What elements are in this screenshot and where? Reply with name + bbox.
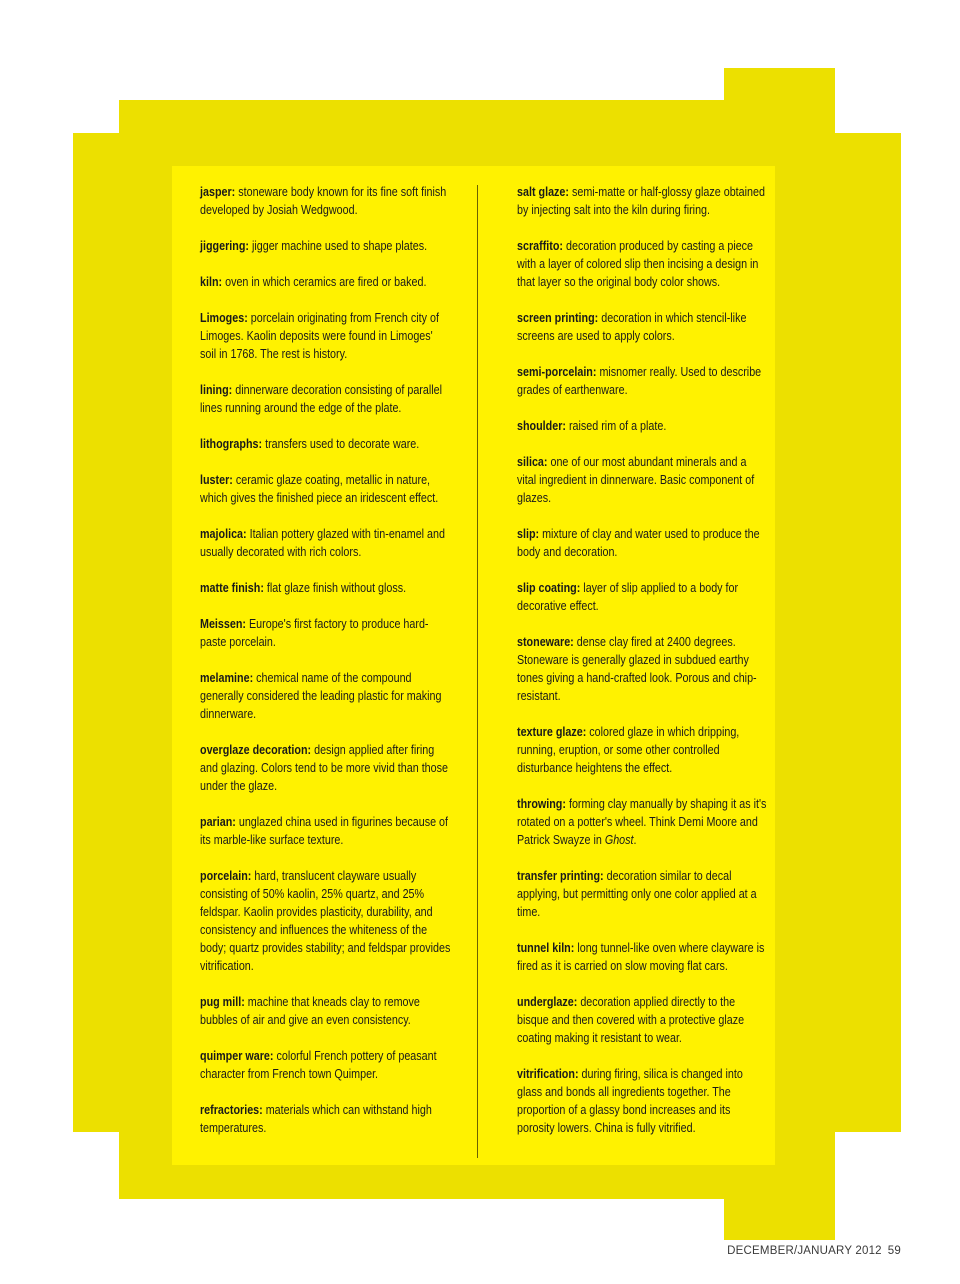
glossary-definition: flat glaze finish without gloss. — [263, 581, 407, 595]
glossary-definition: unglazed china used in figurines because of its marble-like surface texture. — [200, 815, 449, 847]
glossary-term: quimper ware: — [200, 1049, 274, 1063]
glossary-definition: long tunnel-like oven where clayware is fired as it is carried on slow moving flat cars. — [517, 941, 765, 973]
glossary-definition: Italian pottery glazed with tin-enamel and usually decorated with rich colors. — [200, 527, 446, 559]
glossary-entry — [200, 669, 451, 723]
glossary-definition: decoration in which stencil-like screens are used to apply colors. — [517, 311, 747, 343]
glossary-entry — [200, 1047, 451, 1083]
glossary-entry — [200, 867, 451, 975]
glossary-term: slip coating: — [517, 581, 581, 595]
glossary-entry — [200, 579, 451, 597]
glossary-entry — [200, 813, 451, 849]
page-footer — [727, 1245, 901, 1257]
glossary-definition: chemical name of the compound generally considered the leading plastic for making dinnerware. — [200, 671, 442, 721]
page-number: 59 — [887, 1245, 901, 1257]
glossary-entry — [200, 237, 451, 255]
glossary-definition: transfers used to decorate ware. — [262, 437, 420, 451]
glossary-term: underglaze: — [517, 995, 578, 1009]
glossary-entry — [200, 993, 451, 1029]
issue-date: DECEMBER/JANUARY 2012 — [727, 1245, 882, 1257]
glossary-term: pug mill: — [200, 995, 245, 1009]
glossary-entry — [517, 633, 768, 705]
glossary-term: overglaze decoration: — [200, 743, 312, 757]
glossary-term: texture glaze: — [517, 725, 587, 739]
glossary-entry — [517, 939, 768, 975]
glossary-entry — [517, 183, 768, 219]
glossary-entry — [517, 237, 768, 291]
glossary-term: lining: — [200, 383, 233, 397]
glossary-term: shoulder: — [517, 419, 566, 433]
glossary-entry — [200, 309, 451, 363]
glossary-entry — [200, 435, 451, 453]
glossary-definition: colorful French pottery of peasant character from French town Quimper. — [200, 1049, 437, 1081]
glossary-term: melamine: — [200, 671, 254, 685]
glossary-term: luster: — [200, 473, 233, 487]
glossary-entry — [200, 525, 451, 561]
glossary-definition: mixture of clay and water used to produce the body and decoration. — [517, 527, 760, 559]
glossary-definition: jigger machine used to shape plates. — [248, 239, 428, 253]
glossary-term: majolica: — [200, 527, 247, 541]
glossary-definition-end: . — [633, 833, 637, 847]
glossary-term: slip: — [517, 527, 540, 541]
glossary-definition: during firing, silica is changed into glass and bonds all ingredients together. The proportion of a glassy bond increases and its porosity lowers. China is fully vitrified. — [517, 1067, 743, 1135]
glossary-entry — [517, 993, 768, 1047]
glossary-definition: one of our most abundant minerals and a vital ingredient in dinnerware. Basic component of glazes. — [517, 455, 755, 505]
glossary-entry — [200, 471, 451, 507]
glossary-term: porcelain: — [200, 869, 252, 883]
glossary-definition: machine that kneads clay to remove bubbles of air and give an even consistency. — [200, 995, 420, 1027]
glossary-italic-title: Ghost — [604, 833, 634, 847]
glossary-definition: stoneware body known for its fine soft finish developed by Josiah Wedgwood. — [200, 185, 447, 217]
glossary-definition: dense clay fired at 2400 degrees. Stoneware is generally glazed in subdued earthy tones giving a hand-crafted look. Porous and chip-resistant. — [517, 635, 757, 703]
glossary-definition: design applied after firing and glazing. Colors tend to be more vivid than those under the glaze. — [200, 743, 449, 793]
column-divider — [477, 185, 478, 1158]
glossary-definition: materials which can withstand high temperatures. — [200, 1103, 432, 1135]
glossary-definition: porcelain originating from French city of Limoges. Kaolin deposits were found in Limoges' soil in 1768. The rest is history. — [200, 311, 439, 361]
glossary-term: semi-porcelain: — [517, 365, 597, 379]
glossary-entry — [517, 867, 768, 921]
glossary-term: screen printing: — [517, 311, 599, 325]
glossary-definition: Europe's first factory to produce hard-paste porcelain. — [200, 617, 429, 649]
glossary-definition: oven in which ceramics are fired or baked. — [222, 275, 427, 289]
glossary-entry — [200, 381, 451, 417]
glossary-definition: dinnerware decoration consisting of parallel lines running around the edge of the plate. — [200, 383, 442, 415]
glossary-left-column — [200, 183, 451, 1155]
glossary-term: throwing: — [517, 797, 566, 811]
glossary-entry — [200, 741, 451, 795]
glossary-definition: decoration applied directly to the bisque and then covered with a protective glaze coating making it resistant to wear. — [517, 995, 745, 1045]
glossary-entry — [200, 615, 451, 651]
glossary-entry — [517, 1065, 768, 1137]
glossary-definition: colored glaze in which dripping, running, eruption, or some other controlled disturbance heightens the effect. — [517, 725, 740, 775]
glossary-definition: misnomer really. Used to describe grades of earthenware. — [517, 365, 762, 397]
glossary-term: jiggering: — [200, 239, 249, 253]
glossary-term: Limoges: — [200, 311, 248, 325]
glossary-term: vitrification: — [517, 1067, 579, 1081]
glossary-term: silica: — [517, 455, 548, 469]
glossary-definition: decoration produced by casting a piece with a layer of colored slip then incising a design in that layer so the original body color shows. — [517, 239, 759, 289]
glossary-term: tunnel kiln: — [517, 941, 575, 955]
glossary-right-column — [517, 183, 768, 1155]
glossary-entry — [517, 795, 768, 849]
glossary-entry — [200, 1101, 451, 1137]
glossary-term: refractories: — [200, 1103, 263, 1117]
glossary-entry — [517, 417, 768, 435]
glossary-entry — [517, 579, 768, 615]
glossary-term: jasper: — [200, 185, 236, 199]
glossary-term: lithographs: — [200, 437, 263, 451]
glossary-term: matte finish: — [200, 581, 264, 595]
glossary-term: transfer printing: — [517, 869, 604, 883]
glossary-definition: ceramic glaze coating, metallic in nature, which gives the finished piece an iridescent effect. — [200, 473, 439, 505]
glossary-entry — [517, 525, 768, 561]
glossary-definition: hard, translucent clayware usually consisting of 50% kaolin, 25% quartz, and 25% feldspar. Kaolin provides plasticity, durability, and consistency and influences the whiteness of the body; quartz provides stability; and feldspar provides vitrification. — [200, 869, 451, 973]
glossary-definition: forming clay manually by shaping it as it's rotated on a potter's wheel. Think Demi Moore and Patrick Swayze in — [517, 797, 767, 847]
glossary-term: kiln: — [200, 275, 223, 289]
glossary-term: Meissen: — [200, 617, 247, 631]
glossary-term: stoneware: — [517, 635, 574, 649]
glossary-entry — [200, 183, 451, 219]
glossary-term: scraffito: — [517, 239, 563, 253]
glossary-entry — [517, 453, 768, 507]
glossary-term: salt glaze: — [517, 185, 569, 199]
glossary-definition: raised rim of a plate. — [565, 419, 667, 433]
glossary-entry — [517, 363, 768, 399]
glossary-entry — [517, 723, 768, 777]
glossary-entry — [200, 273, 451, 291]
glossary-definition: layer of slip applied to a body for decorative effect. — [517, 581, 739, 613]
glossary-entry — [517, 309, 768, 345]
glossary-definition: semi-matte or half-glossy glaze obtained by injecting salt into the kiln during firing. — [517, 185, 765, 217]
glossary-term: parian: — [200, 815, 236, 829]
glossary-definition: decoration similar to decal applying, but permitting only one color applied at a time. — [517, 869, 757, 919]
